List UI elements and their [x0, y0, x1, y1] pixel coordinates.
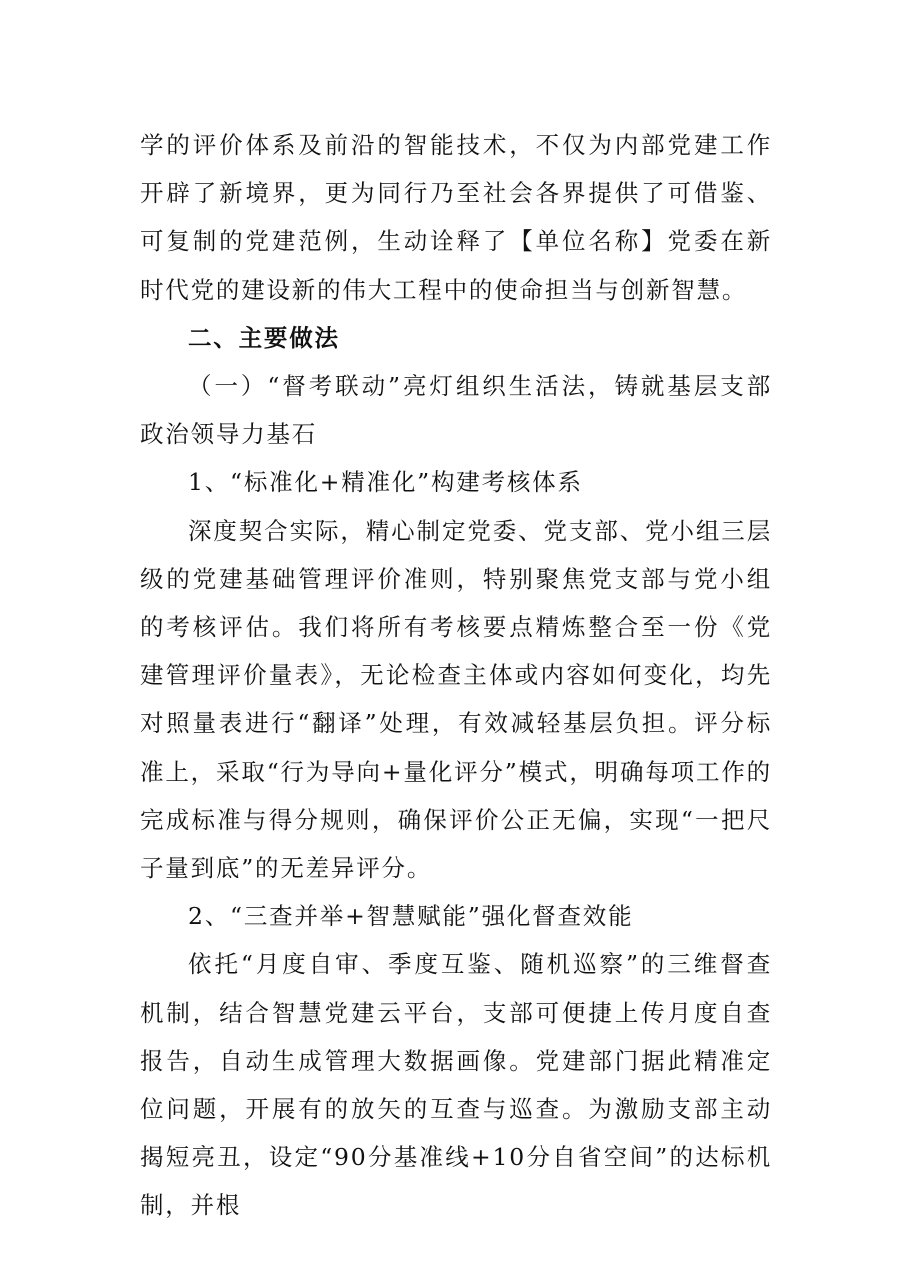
- section-heading-main-practices: 二、主要做法: [188, 323, 340, 352]
- paragraph-continuation: 学的评价体系及前沿的智能技术，不仅为内部党建工作开辟了新境界，更为同行乃至社会各界提供了可借鉴、可复制的党建范例，生动诠释了【单位名称】党委在新时代党的建设新的伟大工程中的使命担当与创新智慧。: [140, 131, 772, 304]
- item-heading-2: 2、“三查并举+智慧赋能”强化督查效能: [188, 902, 634, 931]
- item-heading-1: 1、“标准化+精准化”构建考核体系: [188, 468, 583, 497]
- subsection-heading-1: （一）“督考联动”亮灯组织生活法，铸就基层支部政治领导力基石: [140, 372, 772, 449]
- document-body: [140, 121, 772, 1230]
- paragraph-assessment-system: 深度契合实际，精心制定党委、党支部、党小组三层级的党建基础管理评价准则，特别聚焦党支部与党小组的考核评估。我们将所有考核要点精炼整合至一份《党建管理评价量表》，无论检查主体或内容如何变化，均先对照量表进行“翻译”处理，有效减轻基层负担。评分标准上，采取“行为导向+量化评分”模式，明确每项工作的完成标准与得分规则，确保评价公正无偏，实现“一把尺子量到底”的无差异评分。: [140, 516, 772, 883]
- paragraph-supervision: 依托“月度自审、季度互鉴、随机巡察”的三维督查机制，结合智慧党建云平台，支部可便捷上传月度自查报告，自动生成管理大数据画像。党建部门据此精准定位问题，开展有的放矢的互查与巡查。为激励支部主动揭短亮丑，设定“90分基准线+10分自省空间”的达标机制，并根: [140, 950, 772, 1220]
